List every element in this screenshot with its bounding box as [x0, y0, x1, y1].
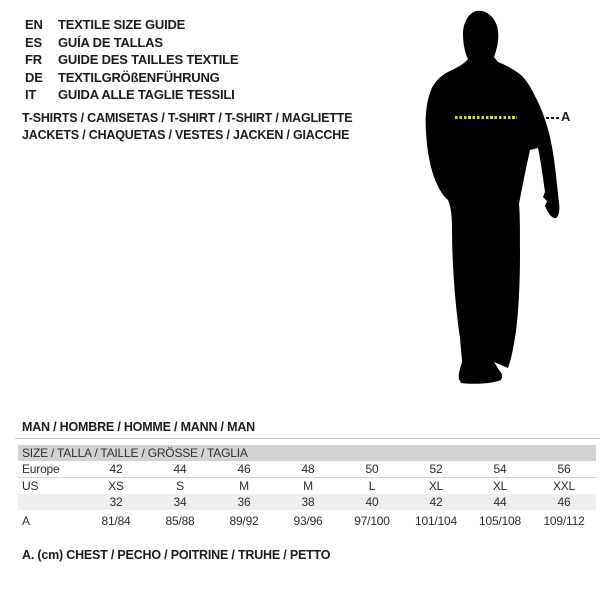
table-top-rule	[15, 438, 600, 439]
row-label: US	[22, 479, 39, 493]
size-cell: 85/88	[165, 514, 195, 528]
row-label	[18, 494, 84, 510]
table-row-europe	[18, 461, 596, 478]
row-label: Europe	[22, 462, 60, 476]
size-cell: 50	[365, 462, 379, 476]
size-cell: L	[368, 479, 376, 493]
size-cell: XL	[492, 479, 508, 493]
size-cell: XS	[108, 479, 124, 493]
size-cell: 38	[301, 495, 315, 509]
size-cell: 89/92	[229, 514, 259, 528]
chest-measure-dash-line	[455, 116, 517, 119]
size-cell: 32	[109, 495, 123, 509]
language-row-en	[25, 16, 238, 34]
size-cell: 48	[301, 462, 315, 476]
language-label: GUIDA ALLE TAGLIE TESSILI	[58, 87, 235, 102]
category-list	[22, 110, 352, 143]
table-row-us	[18, 478, 596, 494]
size-cell: 109/112	[543, 514, 585, 528]
man-silhouette	[410, 0, 600, 400]
size-cell: 42	[109, 462, 123, 476]
size-cell: 93/96	[293, 514, 323, 528]
measure-label-a: A	[561, 109, 571, 124]
language-label: GUIDE DES TAILLES TEXTILE	[58, 52, 239, 67]
size-table-header: SIZE / TALLA / TAILLE / GRÖSSE / TAGLIA	[18, 445, 596, 461]
size-table	[18, 445, 596, 528]
section-title-man: MAN / HOMBRE / HOMME / MANN / MAN	[22, 420, 255, 434]
table-row-chest-a	[18, 510, 596, 528]
size-cell: 105/108	[479, 514, 521, 528]
size-cell: 34	[173, 495, 187, 509]
language-row-es	[25, 34, 238, 52]
size-cell: S	[176, 479, 184, 493]
size-cell: 44	[493, 495, 507, 509]
size-cell: 42	[429, 495, 443, 509]
size-cell: 46	[237, 462, 251, 476]
size-cell: 54	[493, 462, 507, 476]
size-cell: 56	[557, 462, 571, 476]
size-cell: M	[239, 479, 249, 493]
language-label: TEXTILE SIZE GUIDE	[58, 17, 186, 32]
language-code: DE	[25, 69, 43, 85]
language-code: EN	[25, 17, 43, 32]
measurement-footnote: A. (cm) CHEST / PECHO / POITRINE / TRUHE / PETTO	[22, 548, 331, 562]
size-cell: 52	[429, 462, 443, 476]
language-code: ES	[25, 34, 42, 50]
language-list	[25, 16, 238, 104]
language-label: GUÍA DE TALLAS	[58, 34, 163, 50]
language-row-fr	[25, 51, 238, 69]
language-label: TEXTILGRÖßENFÜHRUNG	[58, 69, 220, 85]
size-cell: 97/100	[354, 514, 390, 528]
measure-callout-dash-line	[546, 117, 559, 119]
size-cell: 81/84	[101, 514, 131, 528]
language-row-it	[25, 86, 238, 104]
table-row-numeric	[18, 494, 596, 510]
size-cell: XXL	[552, 479, 576, 493]
row-label: A	[22, 514, 30, 528]
size-cell: 46	[557, 495, 571, 509]
category-tshirts: T-SHIRTS / CAMISETAS / T-SHIRT / T-SHIRT / MAGLIETTE	[22, 111, 353, 125]
size-cell: M	[303, 479, 313, 493]
category-jackets: JACKETS / CHAQUETAS / VESTES / JACKEN / GIACCHE	[22, 127, 350, 142]
size-cell: 44	[173, 462, 187, 476]
language-row-de	[25, 69, 238, 87]
size-cell: 101/104	[415, 514, 457, 528]
language-code: IT	[25, 87, 37, 102]
language-code: FR	[25, 52, 42, 67]
man-silhouette-figure	[410, 0, 600, 400]
size-cell: 40	[365, 495, 379, 509]
size-cell: 36	[237, 495, 251, 509]
size-cell: XL	[428, 479, 444, 493]
